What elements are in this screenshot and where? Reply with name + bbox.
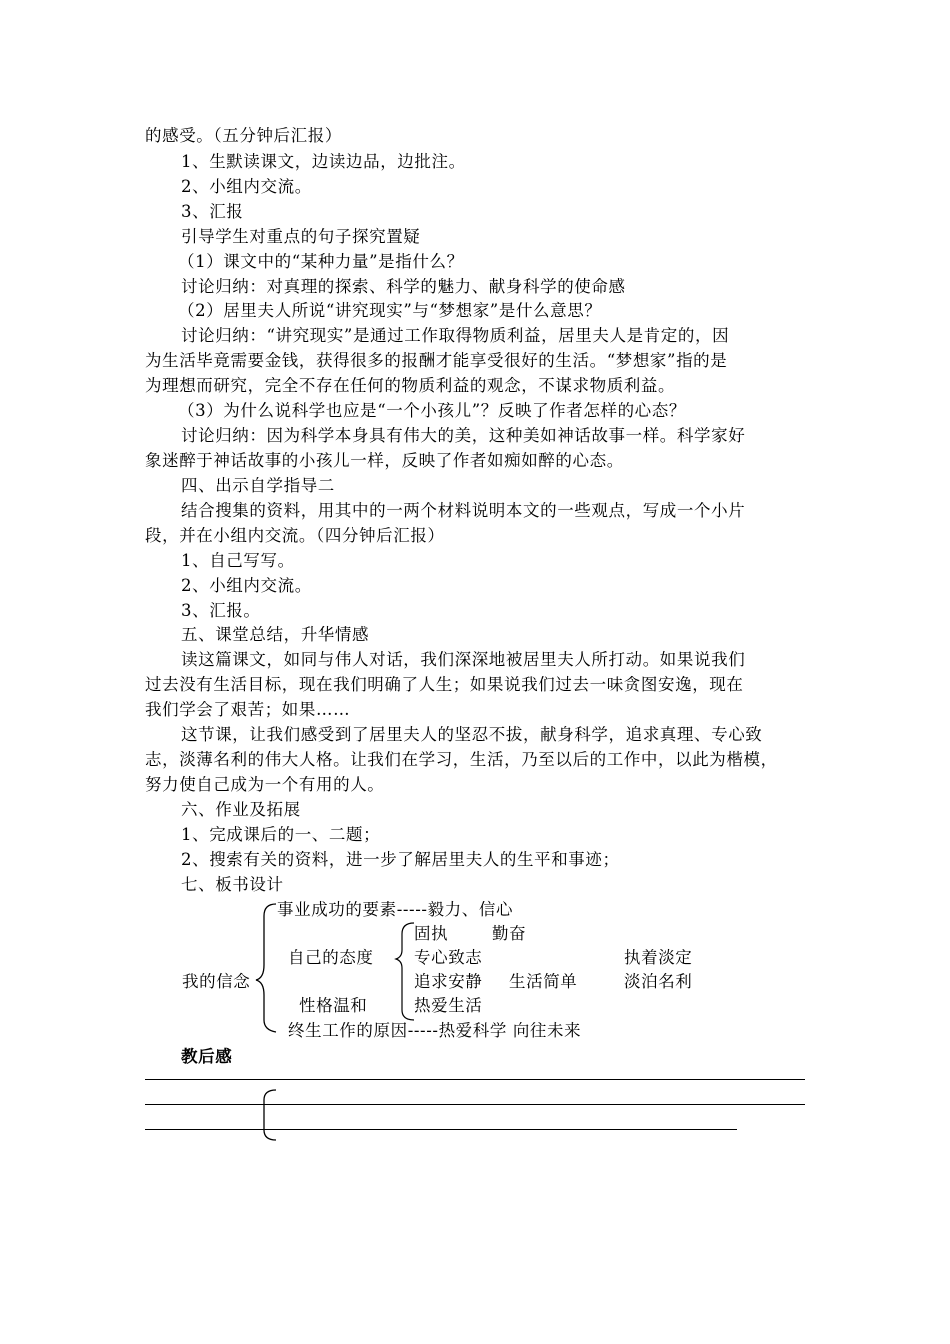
board-item: 固执 [414,924,449,943]
text-line: 读这篇课文，如同与伟人对话，我们深深地被居里夫人所打动。如果说我们 [181,650,746,669]
board-item: 追求安静 [414,972,483,991]
text-line: 的感受。（五分钟后汇报） [145,126,342,145]
text-line: 2、搜索有关的资料，进一步了解居里夫人的生平和事迹； [181,850,620,869]
text-line: （3）为什么说科学也应是“一个小孩儿”？反映了作者怎样的心态？ [178,401,686,420]
board-top-line: 事业成功的要素-----毅力、信心 [277,900,514,919]
brace-tail [264,1090,276,1140]
small-brace [396,923,414,1020]
section-heading: 六、作业及拓展 [181,800,301,819]
text-line: 象迷醉于神话故事的小孩儿一样，反映了作者如痴如醉的心态。 [145,451,624,470]
text-line: 我们学会了艰苦；如果…… [145,700,351,719]
text-line: （2）居里夫人所说“讲究现实”与“梦想家”是什么意思？ [178,301,602,320]
board-root: 我的信念 [182,972,251,991]
text-line: 3、汇报。 [181,601,261,620]
text-line: 结合搜集的资料，用其中的一两个材料说明本文的一些观点，写成一个小片 [181,501,746,520]
board-item: 生活简单 [509,972,578,991]
text-line: （1）课文中的“某种力量”是指什么？ [178,252,464,271]
text-line: 1、自己写写。 [181,551,295,570]
board-item: 勤奋 [492,924,527,943]
text-line: 过去没有生活目标，现在我们明确了人生；如果说我们过去一味贪图安逸，现在 [145,675,744,694]
board-character: 性格温和 [299,996,368,1015]
board-item: 执着淡定 [624,948,693,967]
text-line: 讨论归纳：对真理的探索、科学的魅力、献身科学的使命感 [181,277,626,296]
board-item: 专心致志 [414,948,483,967]
writing-line [145,1104,805,1105]
writing-line [145,1079,805,1080]
board-item: 淡泊名利 [624,972,693,991]
writing-line [145,1129,737,1130]
text-line: 为理想而研究，完全不存在任何的物质利益的观念，不谋求物质利益。 [145,376,676,395]
text-line: 为生活毕竟需要金钱，获得很多的报酬才能享受很好的生活。“梦想家”指的是 [145,351,728,370]
text-line: 2、小组内交流。 [181,576,312,595]
text-line: 讨论归纳：“讲究现实”是通过工作取得物质利益，居里夫人是肯定的，因 [181,326,730,345]
board-bottom-line: 终生工作的原因-----热爱科学 向往未来 [288,1021,582,1040]
text-line: 讨论归纳：因为科学本身具有伟大的美，这种美如神话故事一样。科学家好 [181,426,746,445]
text-line: 这节课，让我们感受到了居里夫人的坚忍不拔，献身科学，追求真理、专心致 [181,725,763,744]
section-heading: 五、课堂总结，升华情感 [181,625,370,644]
text-line: 2、小组内交流。 [181,177,312,196]
reflection-title: 教后感 [181,1047,233,1066]
text-line: 3、汇报 [181,202,244,221]
text-line: 1、完成课后的一、二题； [181,825,381,844]
section-heading: 七、板书设计 [181,875,284,894]
big-brace [256,904,276,1032]
text-line: 志，淡薄名利的伟大人格。让我们在学习，生活，乃至以后的工作中，以此为楷模， [145,750,778,769]
text-line: 段，并在小组内交流。（四分钟后汇报） [145,526,445,545]
text-line: 1、生默读课文，边读边品，边批注。 [181,152,466,171]
section-heading: 四、出示自学指导二 [181,476,335,495]
text-line: 努力使自己成为一个有用的人。 [145,775,385,794]
board-attitude: 自己的态度 [288,948,374,967]
text-line: 引导学生对重点的句子探究置疑 [181,227,421,246]
board-item: 热爱生活 [414,996,483,1015]
